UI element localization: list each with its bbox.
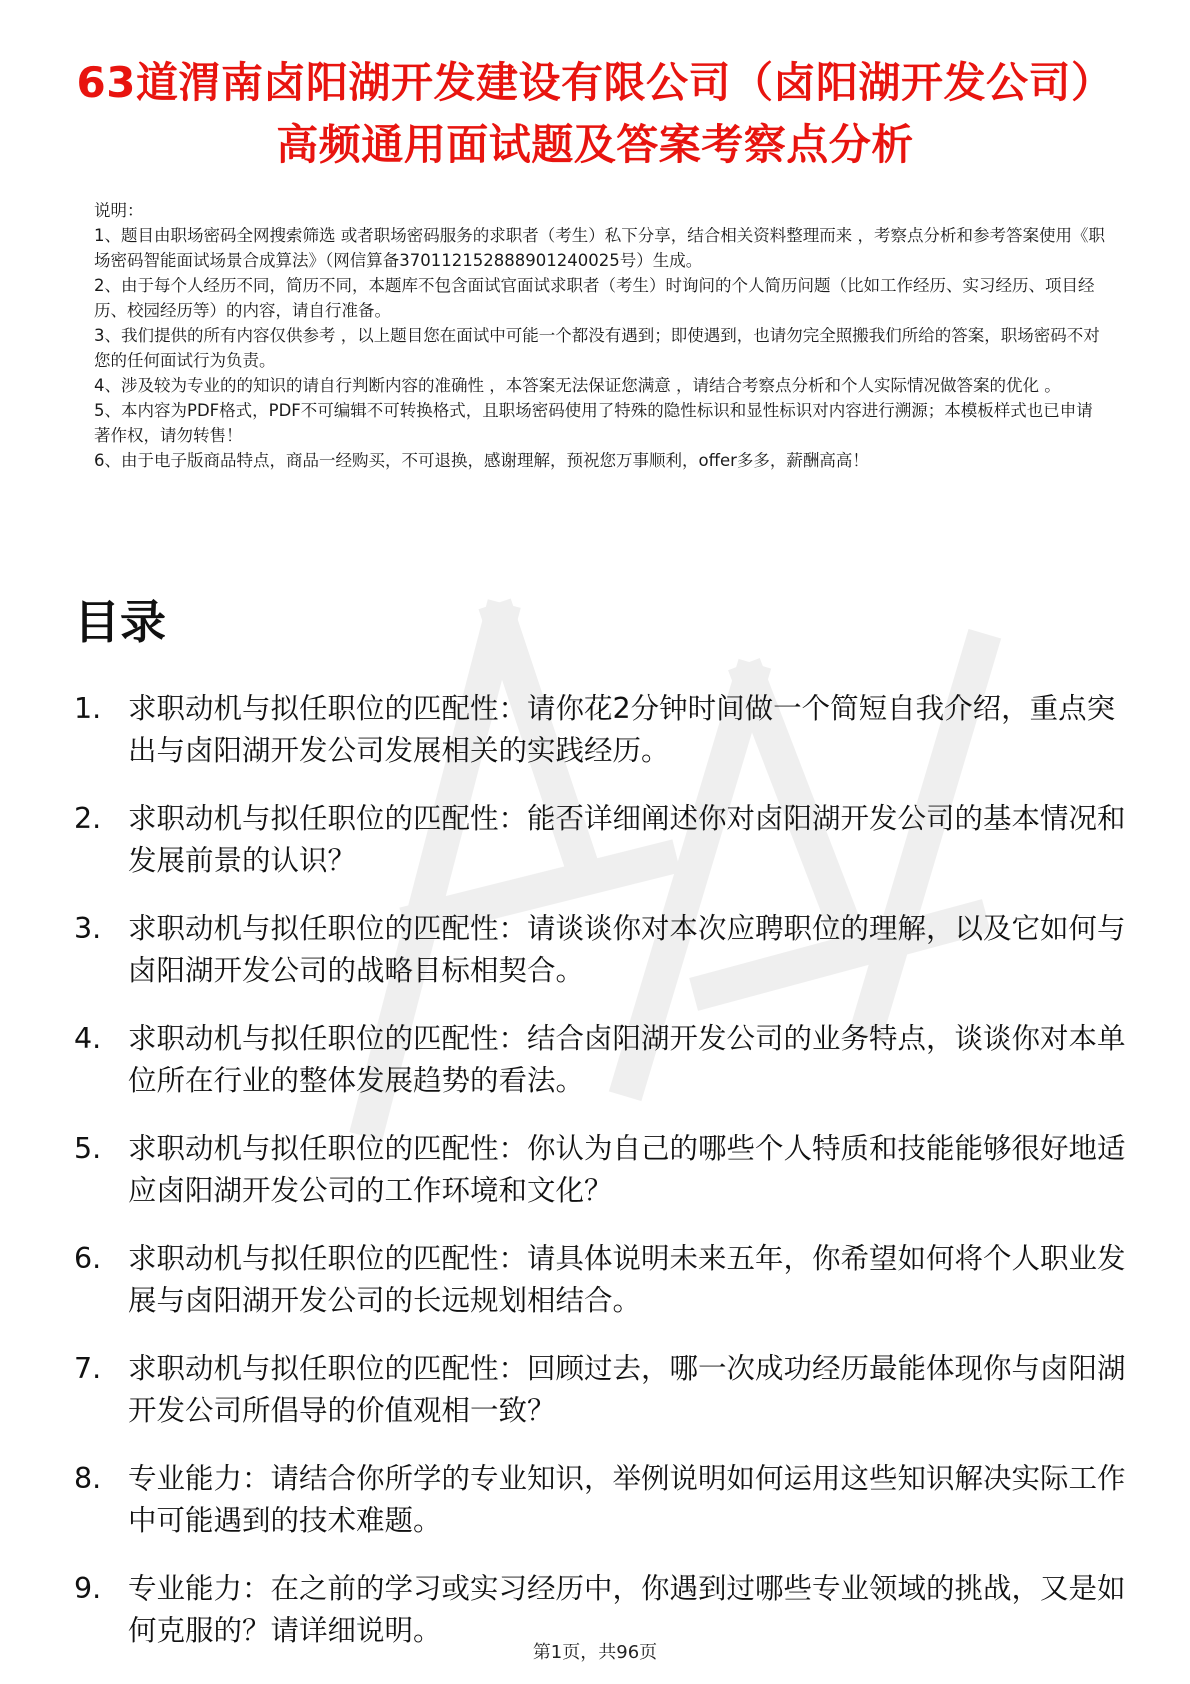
- toc-heading: 目录: [74, 595, 166, 649]
- toc-item-text: 求职动机与拟任职位的匹配性：请你花2分钟时间做一个简短自我介绍，重点突出与卤阳湖开发公司发展相关的实践经历。: [128, 692, 1116, 767]
- toc-item-number: 9.: [74, 1572, 102, 1605]
- toc-item-text: 求职动机与拟任职位的匹配性：请具体说明未来五年，你希望如何将个人职业发展与卤阳湖开发公司的长远规划相结合。: [128, 1242, 1126, 1317]
- instruction-item: 6、由于电子版商品特点，商品一经购买，不可退换，感谢理解，预祝您万事顺利，offer多多，薪酬高高！: [94, 451, 869, 470]
- instructions-block: [94, 198, 1106, 473]
- instruction-item: 5、本内容为PDF格式，PDF不可编辑不可转换格式，且职场密码使用了特殊的隐性标识和显性标识对内容进行溯源；本模板样式也已申请著作权，请勿转售！: [94, 401, 1093, 445]
- toc-item-text: 求职动机与拟任职位的匹配性：你认为自己的哪些个人特质和技能能够很好地适应卤阳湖开发公司的工作环境和文化？: [128, 1132, 1126, 1207]
- toc-item-number: 5.: [74, 1132, 102, 1165]
- toc-item[interactable]: [74, 1018, 1134, 1102]
- instruction-item: 2、由于每个人经历不同，简历不同，本题库不包含面试官面试求职者（考生）时询问的个人简历问题（比如工作经历、实习经历、项目经历、校园经历等）的内容，请自行准备。: [94, 276, 1095, 320]
- toc-item-text: 专业能力：请结合你所学的专业知识，举例说明如何运用这些知识解决实际工作中可能遇到的技术难题。: [128, 1462, 1126, 1537]
- toc-item-text: 求职动机与拟任职位的匹配性：请谈谈你对本次应聘职位的理解，以及它如何与卤阳湖开发公司的战略目标相契合。: [128, 912, 1126, 987]
- toc-item-number: 2.: [74, 802, 102, 835]
- page-footer: 第1页，共96页: [532, 1642, 658, 1663]
- toc-item-number: 4.: [74, 1022, 102, 1055]
- toc-item[interactable]: [74, 1458, 1134, 1542]
- document-title: 63道渭南卤阳湖开发建设有限公司（卤阳湖开发公司）高频通用面试题及答案考察点分析: [76, 58, 1114, 169]
- toc-item-number: 6.: [74, 1242, 102, 1275]
- toc-item-number: 3.: [74, 912, 102, 945]
- toc-item[interactable]: [74, 688, 1134, 772]
- toc-item-text: 求职动机与拟任职位的匹配性：能否详细阐述你对卤阳湖开发公司的基本情况和发展前景的认识？: [128, 802, 1126, 877]
- instruction-item: 4、涉及较为专业的的知识的请自行判断内容的准确性 ，本答案无法保证您满意 ，请结合考察点分析和个人实际情况做答案的优化 。: [94, 376, 1061, 395]
- instructions-heading: 说明：: [94, 201, 144, 220]
- instruction-item: 3、我们提供的所有内容仅供参考 ，以上题目您在面试中可能一个都没有遇到；即使遇到，也请勿完全照搬我们所给的答案，职场密码不对您的任何面试行为负责。: [94, 326, 1100, 370]
- toc-item-text: 求职动机与拟任职位的匹配性：回顾过去，哪一次成功经历最能体现你与卤阳湖开发公司所倡导的价值观相一致？: [128, 1352, 1126, 1427]
- toc-item[interactable]: [74, 908, 1134, 992]
- toc-item-text: 专业能力：在之前的学习或实习经历中，你遇到过哪些专业领域的挑战，又是如何克服的？请详细说明。: [128, 1572, 1126, 1647]
- toc-item[interactable]: [74, 1238, 1134, 1322]
- table-of-contents: [74, 688, 1134, 1678]
- toc-item[interactable]: [74, 1348, 1134, 1432]
- instruction-item: 1、题目由职场密码全网搜索筛选 或者职场密码服务的求职者（考生）私下分享，结合相关资料整理而来 ，考察点分析和参考答案使用《职场密码智能面试场景合成算法》（网信算备370112152888901240025号）生成。: [94, 226, 1105, 270]
- toc-item[interactable]: [74, 1128, 1134, 1212]
- toc-item-number: 8.: [74, 1462, 102, 1495]
- toc-item-number: 1.: [74, 692, 102, 725]
- toc-item-text: 求职动机与拟任职位的匹配性：结合卤阳湖开发公司的业务特点，谈谈你对本单位所在行业的整体发展趋势的看法。: [128, 1022, 1126, 1097]
- toc-item[interactable]: [74, 798, 1134, 882]
- toc-item-number: 7.: [74, 1352, 102, 1385]
